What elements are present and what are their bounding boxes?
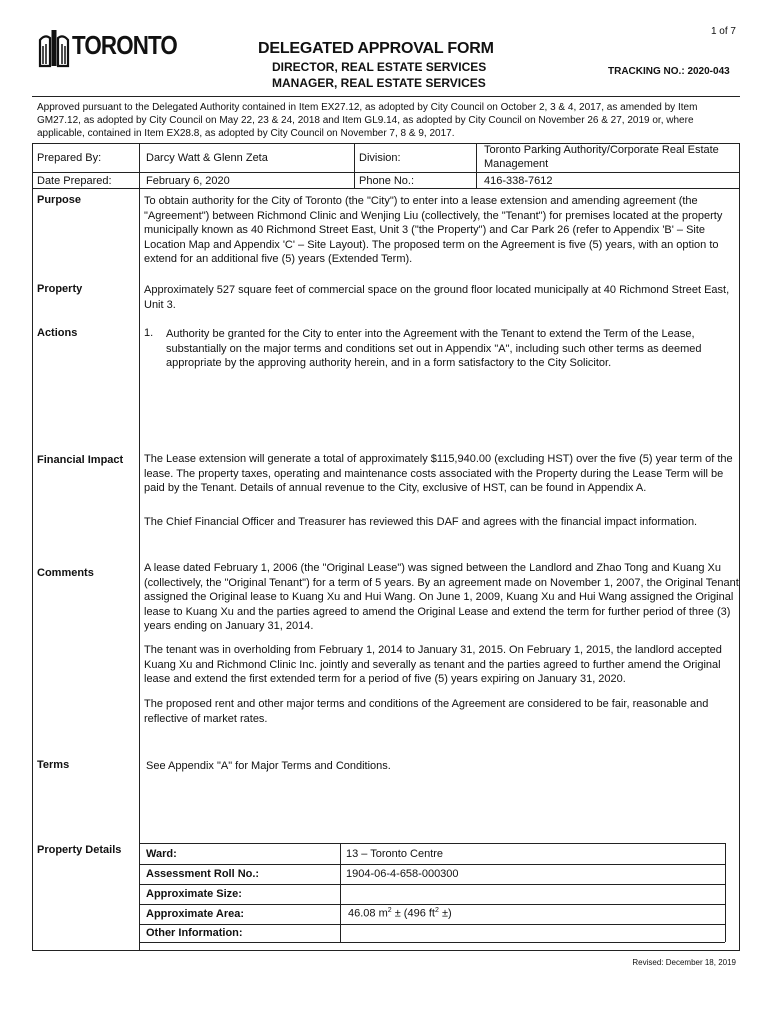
- other-information-label: Other Information:: [146, 927, 243, 939]
- terms-label: Terms: [37, 759, 70, 771]
- header-table-left: [32, 143, 33, 188]
- financial-review-text: The Chief Financial Officer and Treasurer has reviewed this DAF and agrees with the financial impact information.: [144, 516, 698, 528]
- subtitle-director: DIRECTOR, REAL ESTATE SERVICES: [272, 60, 487, 74]
- property-text: Approximately 527 square feet of commercial space on the ground floor located municipally at 40 Richmond Street East, Unit 3.: [144, 284, 730, 311]
- ward-label: Ward:: [146, 848, 177, 860]
- tracking-number: TRACKING NO.: 2020-043: [608, 66, 730, 77]
- assessment-roll-value: 1904-06-4-658-000300: [346, 868, 459, 880]
- property-label: Property: [37, 283, 83, 295]
- area-metric-exponent: 2: [387, 907, 392, 914]
- comments-paragraph-1: A lease dated February 1, 2006 (the "Original Lease") was signed between the Landlord and Zhao Tong and Kuang Xu (collectively, the "Original Tenant") for a term of 5 years. By an agreement made on November 1, 2007, the Original Tenant assigned the Original lease to Kuang Xu and Hui Wang. On June 1, 2009, Kuang Xu and Hui Wang assigned the Original lease to Kuang Xu and the parties agreed to amend the Original Lease and extend the term for further period of three (3) years ending on January 31, 2014.: [144, 562, 739, 632]
- header-table-col-2: [354, 143, 355, 188]
- purpose-label: Purpose: [37, 194, 82, 206]
- assessment-roll-label: Assessment Roll No.:: [146, 868, 260, 880]
- pd-table-row-4: [140, 924, 725, 925]
- logo-wordmark: TORONTO: [72, 30, 177, 60]
- pd-table-row-2: [140, 884, 725, 885]
- pd-table-top: [140, 843, 725, 844]
- division-value: Toronto Parking Authority/Corporate Real Estate Management: [484, 144, 719, 170]
- pd-table-divider: [340, 843, 341, 942]
- ward-value: 13 – Toronto Centre: [346, 848, 444, 860]
- financial-impact-text: The Lease extension will generate a total of approximately $115,940.00 (excluding HST) over the five (5) year term of the lease. The property taxes, operating and maintenance costs associated with the Property during the Lease Term will be paid by the Tenant. Details of annual revenue to the City, exclusive of HST, can be found in Appendix A.: [144, 453, 733, 494]
- top-rule: [32, 96, 740, 97]
- action-item-text: Authority be granted for the City to enter into the Agreement with the Tenant to extend the Term of the Lease, substantially on the major terms and conditions set out in Appendix "A", including such other terms as deemed appropriate by the approving authority herein, and in a form satisfactory to the City Solicitor.: [166, 328, 702, 369]
- page-number: 1 of 7: [710, 26, 736, 37]
- phone-label: Phone No.:: [359, 175, 415, 187]
- approximate-area-value: [348, 907, 452, 920]
- subtitle-manager: MANAGER, REAL ESTATE SERVICES: [272, 76, 486, 90]
- area-middle: ± (496 ft: [391, 907, 435, 920]
- purpose-text: To obtain authority for the City of Toronto (the "City") to enter into a lease extension and amending agreement (the "Agreement") between Richmond Clinic and Wenjing Liu (collectively, the "Tenant") for premises located at the property municipally known as 40 Richmond Street East, Unit 3 ("the Property") and Car Park 26 (refer to Appendix 'B' – Site Location Map and Appendix 'C' – Site Layout). The proposed term on the Agreement is five (5) years, with an option to extend for an additional five (5) years (Extended Term).: [144, 195, 723, 265]
- financial-impact-label: Financial Impact: [37, 454, 124, 466]
- form-title: DELEGATED APPROVAL FORM: [258, 40, 494, 57]
- comments-label: Comments: [37, 567, 94, 579]
- prepared-by-value: Darcy Watt & Glenn Zeta: [146, 152, 268, 164]
- header-table-col-1: [139, 143, 140, 188]
- comments-paragraph-2: The tenant was in overholding from February 1, 2014 to January 31, 2015. On February 1, 2015, the landlord accepted Kuang Xu and Richmond Clinic Inc. jointly and severally as tenant and the parties agreed to further amend the Original lease and extend the first extended term for a period of five (5) years expiring on January 31, 2020.: [144, 644, 722, 685]
- property-details-label: Property Details: [37, 844, 122, 856]
- city-hall-icon: [38, 28, 70, 68]
- revised-date: Revised: December 18, 2019: [632, 958, 736, 967]
- area-imperial-exponent: 2: [435, 907, 439, 914]
- area-end: ±): [438, 907, 452, 920]
- date-prepared-value: February 6, 2020: [146, 175, 230, 187]
- header-table-col-3: [476, 143, 477, 188]
- pd-table-bottom: [140, 942, 725, 943]
- action-number: 1.: [144, 327, 154, 339]
- body-frame-right: [739, 188, 740, 950]
- comments-paragraph-3: The proposed rent and other major terms and conditions of the Agreement are considered to be fair, reasonable and reflective of market rates.: [144, 698, 709, 725]
- area-metric: 46.08 m: [348, 907, 388, 920]
- body-frame-bottom: [32, 950, 740, 951]
- approximate-area-label: Approximate Area:: [146, 908, 245, 920]
- prepared-by-label: Prepared By:: [37, 152, 102, 164]
- approximate-size-label: Approximate Size:: [146, 888, 242, 900]
- pd-table-row-3: [140, 904, 725, 905]
- pd-table-row-1: [140, 864, 725, 865]
- toronto-logo: [38, 22, 178, 72]
- phone-value: 416-338-7612: [484, 175, 553, 187]
- actions-label: Actions: [37, 327, 78, 339]
- header-table-right: [739, 143, 740, 188]
- body-label-column-divider: [139, 188, 140, 950]
- pd-table-right: [725, 843, 726, 942]
- approval-authority-text: Approved pursuant to the Delegated Authority contained in Item EX27.12, as adopted by City Council on October 2, 3 & 4, 2017, as amended by Item GM27.12, as adopted by City Council on May 22, 23 & 24, 2018 and Item GL9.14, as adopted by City Council on November 26 & 27, 2019 or, where applicable, contained in Item EX28.8, as adopted by City Council on November 7, 8 & 9, 2017.: [37, 102, 698, 139]
- terms-text: See Appendix "A" for Major Terms and Conditions.: [146, 760, 391, 772]
- date-prepared-label: Date Prepared:: [37, 175, 112, 187]
- body-frame-left: [32, 188, 33, 950]
- division-label: Division:: [359, 152, 401, 164]
